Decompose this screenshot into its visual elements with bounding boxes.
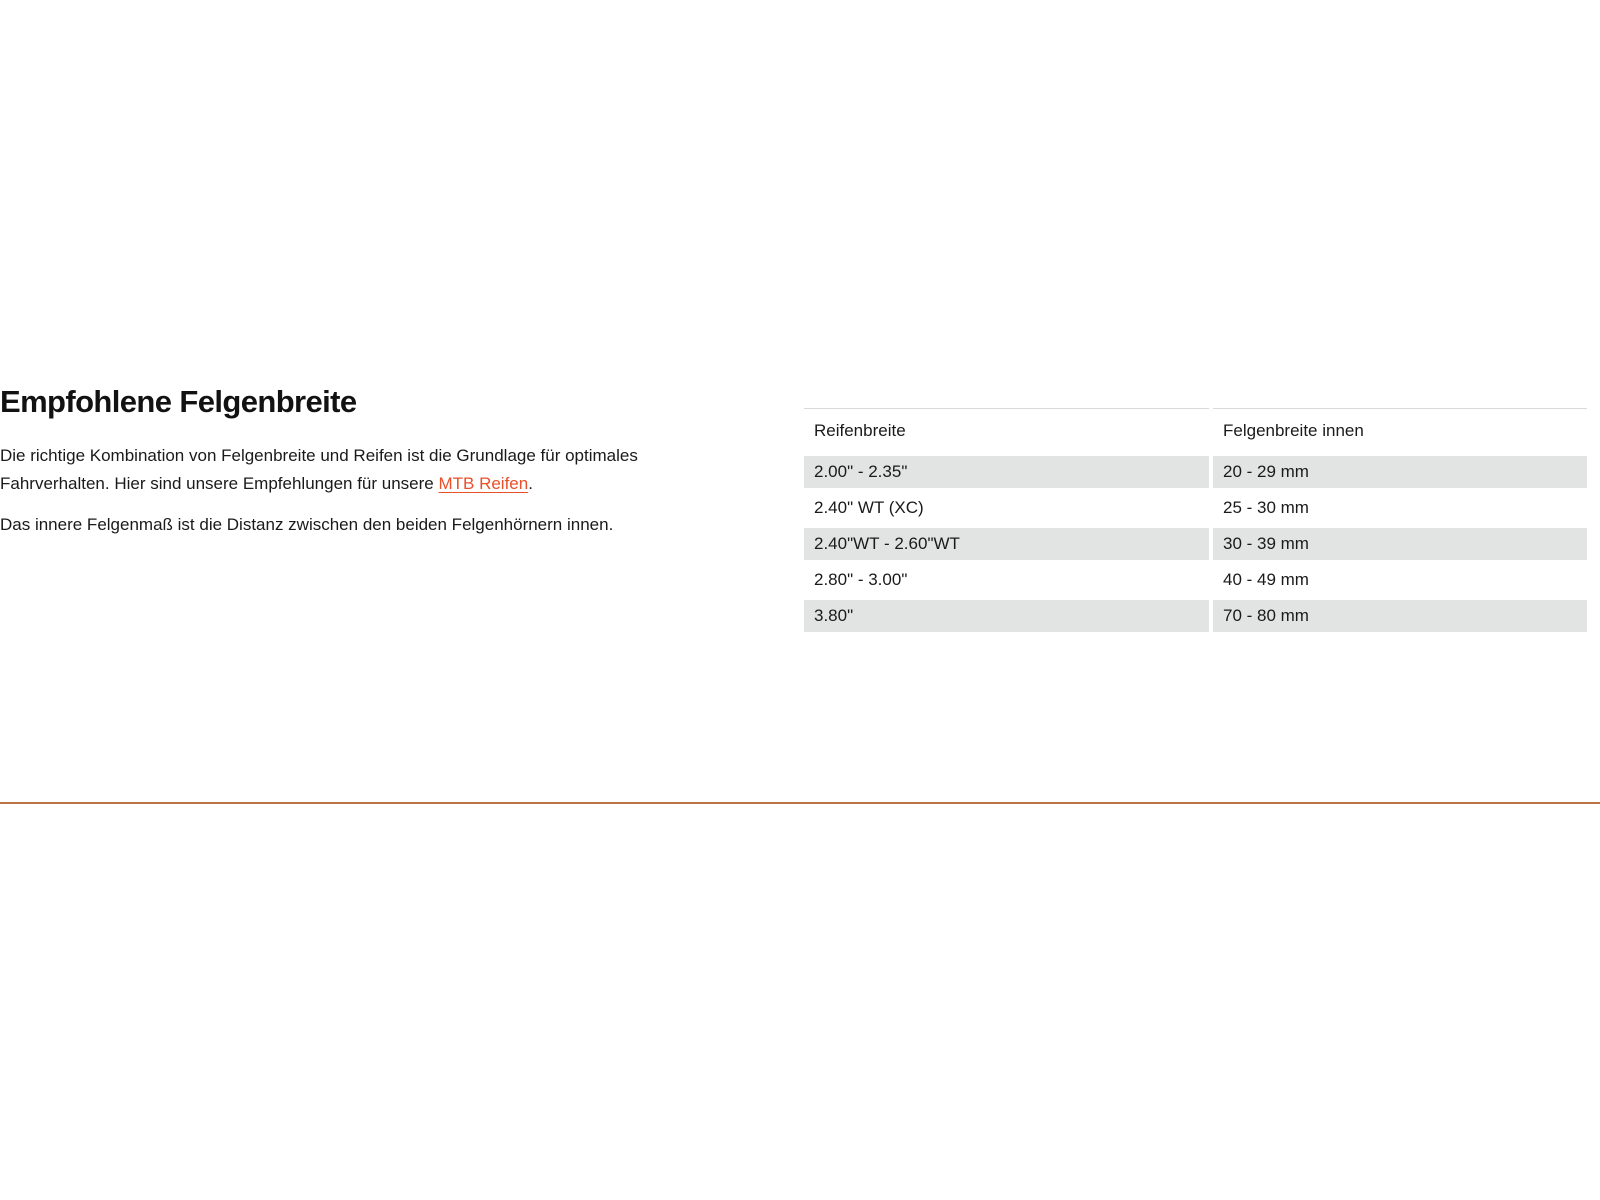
section-title: Empfohlene Felgenbreite [0, 384, 357, 419]
intro-paragraph [0, 442, 734, 498]
rim-width-cell: 40 - 49 mm [1213, 564, 1587, 596]
rim-width-cell: 70 - 80 mm [1213, 600, 1587, 632]
tire-width-cell: 2.00" - 2.35" [804, 456, 1209, 488]
mtb-reifen-link[interactable]: MTB Reifen [438, 474, 529, 493]
note-paragraph: Das innere Felgenmaß ist die Distanz zwischen den beiden Felgenhörnern innen. [0, 515, 614, 534]
rim-width-cell: 20 - 29 mm [1213, 456, 1587, 488]
tire-width-cell: 2.80" - 3.00" [804, 564, 1209, 596]
rim-width-table [804, 408, 1587, 632]
tire-width-cell: 3.80" [804, 600, 1209, 632]
rim-width-grid [804, 408, 1587, 632]
section-divider [0, 802, 1600, 804]
tire-width-cell: 2.40" WT (XC) [804, 492, 1209, 524]
intro-text-after: . [528, 474, 533, 493]
rim-width-cell: 30 - 39 mm [1213, 528, 1587, 560]
column-header-tire-width: Reifenbreite [804, 408, 1209, 452]
tire-width-cell: 2.40"WT - 2.60"WT [804, 528, 1209, 560]
intro-text-before: Die richtige Kombination von Felgenbreite und Reifen ist die Grundlage für optimales Fahrverhalten. Hier sind unsere Empfehlungen für unsere [0, 446, 638, 493]
rim-width-section [0, 384, 734, 539]
rim-width-cell: 25 - 30 mm [1213, 492, 1587, 524]
column-header-rim-width: Felgenbreite innen [1213, 408, 1587, 452]
